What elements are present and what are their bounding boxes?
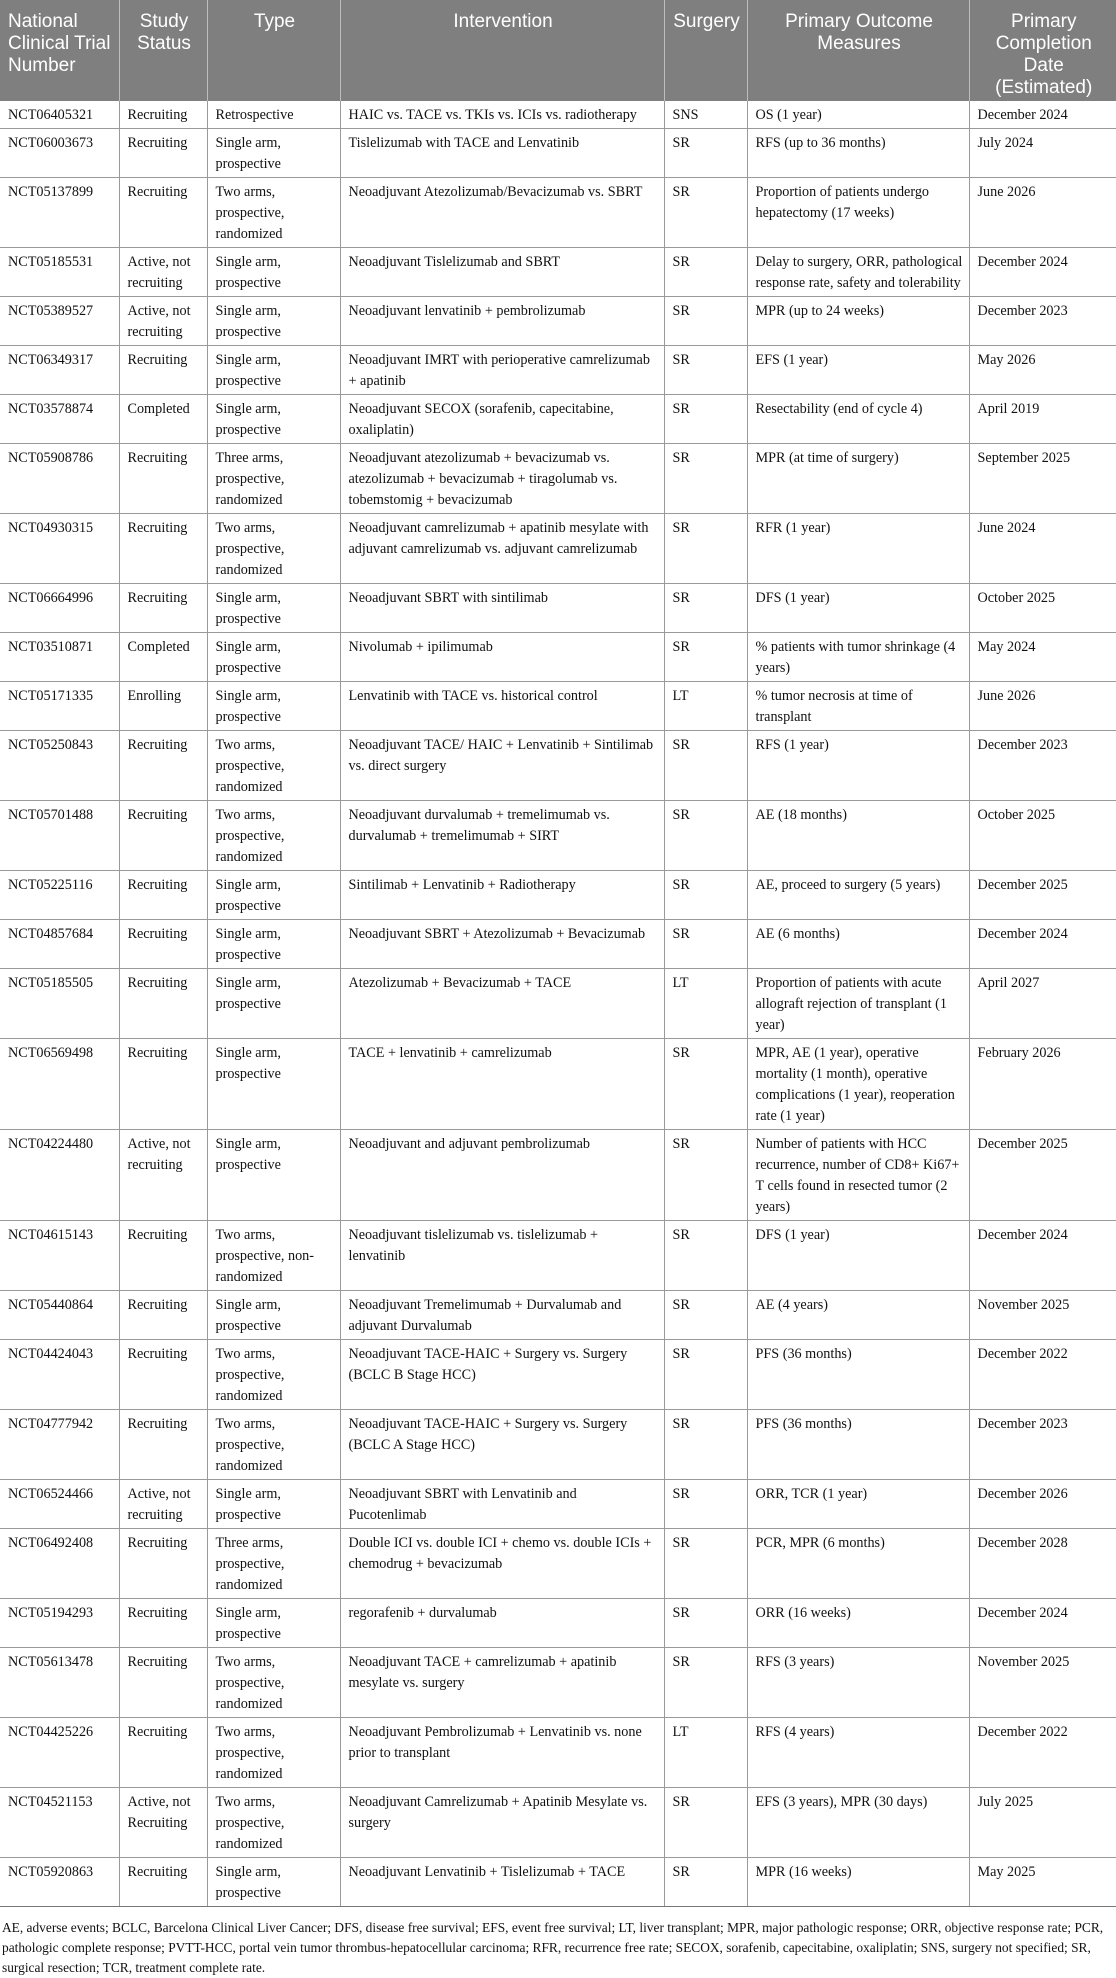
completion-date-cell: September 2025 bbox=[969, 444, 1116, 514]
primary-outcome-cell: AE (18 months) bbox=[747, 801, 969, 871]
type-cell: Single arm, prospective bbox=[207, 395, 340, 444]
completion-date-cell: October 2025 bbox=[969, 801, 1116, 871]
surgery-cell: SR bbox=[664, 1039, 747, 1130]
table-row bbox=[0, 1410, 1116, 1480]
surgery-cell: SR bbox=[664, 801, 747, 871]
intervention-cell: Neoadjuvant SBRT with sintilimab bbox=[340, 584, 664, 633]
nct-number-cell: NCT06003673 bbox=[0, 129, 119, 178]
study-status-cell: Active, not recruiting bbox=[119, 248, 207, 297]
surgery-cell: SR bbox=[664, 1410, 747, 1480]
table-row bbox=[0, 1599, 1116, 1648]
primary-outcome-cell: Resectability (end of cycle 4) bbox=[747, 395, 969, 444]
type-cell: Single arm, prospective bbox=[207, 1039, 340, 1130]
completion-date-cell: June 2026 bbox=[969, 682, 1116, 731]
primary-outcome-cell: % patients with tumor shrinkage (4 years) bbox=[747, 633, 969, 682]
completion-date-cell: May 2024 bbox=[969, 633, 1116, 682]
study-status-cell: Enrolling bbox=[119, 682, 207, 731]
study-status-cell: Recruiting bbox=[119, 969, 207, 1039]
primary-outcome-cell: MPR (at time of surgery) bbox=[747, 444, 969, 514]
nct-number-cell: NCT04424043 bbox=[0, 1340, 119, 1410]
surgery-cell: SR bbox=[664, 178, 747, 248]
nct-number-cell: NCT04224480 bbox=[0, 1130, 119, 1221]
primary-outcome-cell: PFS (36 months) bbox=[747, 1410, 969, 1480]
surgery-cell: SR bbox=[664, 1788, 747, 1858]
type-cell: Two arms, prospective, randomized bbox=[207, 1788, 340, 1858]
study-status-cell: Recruiting bbox=[119, 1718, 207, 1788]
nct-number-cell: NCT05194293 bbox=[0, 1599, 119, 1648]
header-type: Type bbox=[207, 0, 340, 101]
nct-number-cell: NCT05171335 bbox=[0, 682, 119, 731]
primary-outcome-cell: AE (4 years) bbox=[747, 1291, 969, 1340]
type-cell: Two arms, prospective, randomized bbox=[207, 731, 340, 801]
intervention-cell: Neoadjuvant camrelizumab + apatinib mesylate with adjuvant camrelizumab vs. adjuvant camrelizumab bbox=[340, 514, 664, 584]
nct-number-cell: NCT05185505 bbox=[0, 969, 119, 1039]
completion-date-cell: December 2024 bbox=[969, 1599, 1116, 1648]
surgery-cell: SR bbox=[664, 297, 747, 346]
table-row bbox=[0, 682, 1116, 731]
nct-number-cell: NCT05613478 bbox=[0, 1648, 119, 1718]
completion-date-cell: December 2022 bbox=[969, 1340, 1116, 1410]
intervention-cell: Double ICI vs. double ICI + chemo vs. double ICIs + chemodrug + bevacizumab bbox=[340, 1529, 664, 1599]
nct-number-cell: NCT04521153 bbox=[0, 1788, 119, 1858]
completion-date-cell: December 2028 bbox=[969, 1529, 1116, 1599]
type-cell: Single arm, prospective bbox=[207, 871, 340, 920]
nct-number-cell: NCT05137899 bbox=[0, 178, 119, 248]
completion-date-cell: December 2023 bbox=[969, 297, 1116, 346]
surgery-cell: SR bbox=[664, 871, 747, 920]
table-row bbox=[0, 297, 1116, 346]
table-row bbox=[0, 920, 1116, 969]
nct-number-cell: NCT05701488 bbox=[0, 801, 119, 871]
intervention-cell: Neoadjuvant atezolizumab + bevacizumab vs. atezolizumab + bevacizumab + tiragolumab vs. tobemstomig + bevacizumab bbox=[340, 444, 664, 514]
surgery-cell: SR bbox=[664, 248, 747, 297]
primary-outcome-cell: EFS (1 year) bbox=[747, 346, 969, 395]
type-cell: Three arms, prospective, randomized bbox=[207, 444, 340, 514]
study-status-cell: Completed bbox=[119, 395, 207, 444]
primary-outcome-cell: Number of patients with HCC recurrence, number of CD8+ Ki67+ T cells found in resected tumor (2 years) bbox=[747, 1130, 969, 1221]
surgery-cell: SR bbox=[664, 1130, 747, 1221]
intervention-cell: Neoadjuvant Lenvatinib + Tislelizumab + TACE bbox=[340, 1858, 664, 1907]
surgery-cell: SR bbox=[664, 731, 747, 801]
header-intervention: Intervention bbox=[340, 0, 664, 101]
intervention-cell: Neoadjuvant Pembrolizumab + Lenvatinib vs. none prior to transplant bbox=[340, 1718, 664, 1788]
type-cell: Single arm, prospective bbox=[207, 1130, 340, 1221]
intervention-cell: Neoadjuvant SBRT + Atezolizumab + Bevacizumab bbox=[340, 920, 664, 969]
completion-date-cell: December 2025 bbox=[969, 1130, 1116, 1221]
primary-outcome-cell: RFS (1 year) bbox=[747, 731, 969, 801]
study-status-cell: Recruiting bbox=[119, 346, 207, 395]
primary-outcome-cell: AE, proceed to surgery (5 years) bbox=[747, 871, 969, 920]
table-row bbox=[0, 514, 1116, 584]
header-row bbox=[0, 0, 1116, 101]
type-cell: Two arms, prospective, randomized bbox=[207, 1340, 340, 1410]
type-cell: Single arm, prospective bbox=[207, 633, 340, 682]
study-status-cell: Recruiting bbox=[119, 1648, 207, 1718]
table-row bbox=[0, 395, 1116, 444]
surgery-cell: SR bbox=[664, 633, 747, 682]
primary-outcome-cell: RFS (3 years) bbox=[747, 1648, 969, 1718]
surgery-cell: SR bbox=[664, 514, 747, 584]
table-row bbox=[0, 1529, 1116, 1599]
study-status-cell: Active, not Recruiting bbox=[119, 1788, 207, 1858]
primary-outcome-cell: ORR, TCR (1 year) bbox=[747, 1480, 969, 1529]
table-row bbox=[0, 1788, 1116, 1858]
completion-date-cell: December 2023 bbox=[969, 1410, 1116, 1480]
study-status-cell: Recruiting bbox=[119, 1858, 207, 1907]
intervention-cell: Neoadjuvant and adjuvant pembrolizumab bbox=[340, 1130, 664, 1221]
completion-date-cell: December 2024 bbox=[969, 920, 1116, 969]
type-cell: Single arm, prospective bbox=[207, 1480, 340, 1529]
primary-outcome-cell: RFR (1 year) bbox=[747, 514, 969, 584]
study-status-cell: Recruiting bbox=[119, 514, 207, 584]
study-status-cell: Recruiting bbox=[119, 1221, 207, 1291]
intervention-cell: TACE + lenvatinib + camrelizumab bbox=[340, 1039, 664, 1130]
table-header bbox=[0, 0, 1116, 101]
completion-date-cell: June 2024 bbox=[969, 514, 1116, 584]
completion-date-cell: February 2026 bbox=[969, 1039, 1116, 1130]
type-cell: Three arms, prospective, randomized bbox=[207, 1529, 340, 1599]
nct-number-cell: NCT06569498 bbox=[0, 1039, 119, 1130]
surgery-cell: SR bbox=[664, 1291, 747, 1340]
type-cell: Single arm, prospective bbox=[207, 969, 340, 1039]
type-cell: Single arm, prospective bbox=[207, 248, 340, 297]
type-cell: Single arm, prospective bbox=[207, 346, 340, 395]
nct-number-cell: NCT05250843 bbox=[0, 731, 119, 801]
table-row bbox=[0, 584, 1116, 633]
table-row bbox=[0, 1039, 1116, 1130]
study-status-cell: Recruiting bbox=[119, 731, 207, 801]
nct-number-cell: NCT05185531 bbox=[0, 248, 119, 297]
study-status-cell: Recruiting bbox=[119, 1529, 207, 1599]
intervention-cell: Neoadjuvant SECOX (sorafenib, capecitabine, oxaliplatin) bbox=[340, 395, 664, 444]
table-row bbox=[0, 1858, 1116, 1907]
intervention-cell: Neoadjuvant TACE-HAIC + Surgery vs. Surgery (BCLC B Stage HCC) bbox=[340, 1340, 664, 1410]
study-status-cell: Active, not recruiting bbox=[119, 1130, 207, 1221]
completion-date-cell: December 2024 bbox=[969, 1221, 1116, 1291]
nct-number-cell: NCT03578874 bbox=[0, 395, 119, 444]
study-status-cell: Recruiting bbox=[119, 871, 207, 920]
completion-date-cell: April 2027 bbox=[969, 969, 1116, 1039]
study-status-cell: Recruiting bbox=[119, 178, 207, 248]
study-status-cell: Recruiting bbox=[119, 1291, 207, 1340]
table-row bbox=[0, 1221, 1116, 1291]
primary-outcome-cell: ORR (16 weeks) bbox=[747, 1599, 969, 1648]
primary-outcome-cell: OS (1 year) bbox=[747, 101, 969, 129]
intervention-cell: Neoadjuvant Tremelimumab + Durvalumab and adjuvant Durvalumab bbox=[340, 1291, 664, 1340]
intervention-cell: Nivolumab + ipilimumab bbox=[340, 633, 664, 682]
intervention-cell: Tislelizumab with TACE and Lenvatinib bbox=[340, 129, 664, 178]
completion-date-cell: October 2025 bbox=[969, 584, 1116, 633]
study-status-cell: Recruiting bbox=[119, 444, 207, 514]
surgery-cell: SR bbox=[664, 1221, 747, 1291]
table-row bbox=[0, 1648, 1116, 1718]
type-cell: Two arms, prospective, randomized bbox=[207, 1648, 340, 1718]
type-cell: Single arm, prospective bbox=[207, 920, 340, 969]
surgery-cell: SR bbox=[664, 1599, 747, 1648]
type-cell: Retrospective bbox=[207, 101, 340, 129]
study-status-cell: Recruiting bbox=[119, 1410, 207, 1480]
surgery-cell: SR bbox=[664, 346, 747, 395]
intervention-cell: Neoadjuvant Atezolizumab/Bevacizumab vs. SBRT bbox=[340, 178, 664, 248]
study-status-cell: Recruiting bbox=[119, 1039, 207, 1130]
nct-number-cell: NCT04425226 bbox=[0, 1718, 119, 1788]
primary-outcome-cell: PCR, MPR (6 months) bbox=[747, 1529, 969, 1599]
primary-outcome-cell: AE (6 months) bbox=[747, 920, 969, 969]
table-row bbox=[0, 1480, 1116, 1529]
table-row bbox=[0, 969, 1116, 1039]
surgery-cell: SR bbox=[664, 584, 747, 633]
type-cell: Single arm, prospective bbox=[207, 584, 340, 633]
table-row bbox=[0, 1340, 1116, 1410]
type-cell: Two arms, prospective, randomized bbox=[207, 1410, 340, 1480]
nct-number-cell: NCT04777942 bbox=[0, 1410, 119, 1480]
study-status-cell: Recruiting bbox=[119, 101, 207, 129]
type-cell: Single arm, prospective bbox=[207, 1291, 340, 1340]
completion-date-cell: December 2024 bbox=[969, 248, 1116, 297]
completion-date-cell: June 2026 bbox=[969, 178, 1116, 248]
intervention-cell: HAIC vs. TACE vs. TKIs vs. ICIs vs. radiotherapy bbox=[340, 101, 664, 129]
primary-outcome-cell: DFS (1 year) bbox=[747, 584, 969, 633]
type-cell: Two arms, prospective, randomized bbox=[207, 178, 340, 248]
nct-number-cell: NCT05389527 bbox=[0, 297, 119, 346]
primary-outcome-cell: DFS (1 year) bbox=[747, 1221, 969, 1291]
intervention-cell: Sintilimab + Lenvatinib + Radiotherapy bbox=[340, 871, 664, 920]
table-row bbox=[0, 731, 1116, 801]
type-cell: Single arm, prospective bbox=[207, 1858, 340, 1907]
type-cell: Two arms, prospective, randomized bbox=[207, 1718, 340, 1788]
table-row bbox=[0, 1130, 1116, 1221]
study-status-cell: Recruiting bbox=[119, 129, 207, 178]
intervention-cell: regorafenib + durvalumab bbox=[340, 1599, 664, 1648]
nct-number-cell: NCT06492408 bbox=[0, 1529, 119, 1599]
intervention-cell: Neoadjuvant Tislelizumab and SBRT bbox=[340, 248, 664, 297]
surgery-cell: SNS bbox=[664, 101, 747, 129]
header-surgery: Surgery bbox=[664, 0, 747, 101]
header-study-status: Study Status bbox=[119, 0, 207, 101]
completion-date-cell: April 2019 bbox=[969, 395, 1116, 444]
type-cell: Single arm, prospective bbox=[207, 682, 340, 731]
completion-date-cell: November 2025 bbox=[969, 1648, 1116, 1718]
nct-number-cell: NCT05908786 bbox=[0, 444, 119, 514]
intervention-cell: Neoadjuvant durvalumab + tremelimumab vs. durvalumab + tremelimumab + SIRT bbox=[340, 801, 664, 871]
primary-outcome-cell: MPR (up to 24 weeks) bbox=[747, 297, 969, 346]
table-row bbox=[0, 129, 1116, 178]
table-row bbox=[0, 444, 1116, 514]
primary-outcome-cell: MPR (16 weeks) bbox=[747, 1858, 969, 1907]
type-cell: Two arms, prospective, non-randomized bbox=[207, 1221, 340, 1291]
completion-date-cell: December 2023 bbox=[969, 731, 1116, 801]
intervention-cell: Neoadjuvant TACE + camrelizumab + apatinib mesylate vs. surgery bbox=[340, 1648, 664, 1718]
primary-outcome-cell: Proportion of patients undergo hepatectomy (17 weeks) bbox=[747, 178, 969, 248]
primary-outcome-cell: EFS (3 years), MPR (30 days) bbox=[747, 1788, 969, 1858]
surgery-cell: SR bbox=[664, 395, 747, 444]
study-status-cell: Recruiting bbox=[119, 584, 207, 633]
surgery-cell: SR bbox=[664, 1648, 747, 1718]
type-cell: Two arms, prospective, randomized bbox=[207, 514, 340, 584]
completion-date-cell: July 2024 bbox=[969, 129, 1116, 178]
type-cell: Single arm, prospective bbox=[207, 129, 340, 178]
nct-number-cell: NCT05225116 bbox=[0, 871, 119, 920]
type-cell: Single arm, prospective bbox=[207, 297, 340, 346]
study-status-cell: Recruiting bbox=[119, 920, 207, 969]
intervention-cell: Neoadjuvant SBRT with Lenvatinib and Pucotenlimab bbox=[340, 1480, 664, 1529]
surgery-cell: SR bbox=[664, 129, 747, 178]
type-cell: Two arms, prospective, randomized bbox=[207, 801, 340, 871]
primary-outcome-cell: Proportion of patients with acute allograft rejection of transplant (1 year) bbox=[747, 969, 969, 1039]
table-row bbox=[0, 801, 1116, 871]
surgery-cell: SR bbox=[664, 920, 747, 969]
intervention-cell: Neoadjuvant lenvatinib + pembrolizumab bbox=[340, 297, 664, 346]
nct-number-cell: NCT03510871 bbox=[0, 633, 119, 682]
completion-date-cell: December 2022 bbox=[969, 1718, 1116, 1788]
completion-date-cell: May 2026 bbox=[969, 346, 1116, 395]
header-nct-number: National Clinical Trial Number bbox=[0, 0, 119, 101]
table-row bbox=[0, 1291, 1116, 1340]
nct-number-cell: NCT04615143 bbox=[0, 1221, 119, 1291]
completion-date-cell: July 2025 bbox=[969, 1788, 1116, 1858]
primary-outcome-cell: RFS (up to 36 months) bbox=[747, 129, 969, 178]
nct-number-cell: NCT05920863 bbox=[0, 1858, 119, 1907]
surgery-cell: SR bbox=[664, 1858, 747, 1907]
completion-date-cell: December 2025 bbox=[969, 871, 1116, 920]
surgery-cell: SR bbox=[664, 1480, 747, 1529]
study-status-cell: Recruiting bbox=[119, 801, 207, 871]
nct-number-cell: NCT06405321 bbox=[0, 101, 119, 129]
type-cell: Single arm, prospective bbox=[207, 1599, 340, 1648]
header-primary-outcome: Primary Outcome Measures bbox=[747, 0, 969, 101]
table-row bbox=[0, 248, 1116, 297]
nct-number-cell: NCT06349317 bbox=[0, 346, 119, 395]
primary-outcome-cell: Delay to surgery, ORR, pathological response rate, safety and tolerability bbox=[747, 248, 969, 297]
study-status-cell: Active, not recruiting bbox=[119, 1480, 207, 1529]
study-status-cell: Recruiting bbox=[119, 1340, 207, 1410]
table-row bbox=[0, 871, 1116, 920]
intervention-cell: Neoadjuvant IMRT with perioperative camrelizumab + apatinib bbox=[340, 346, 664, 395]
surgery-cell: LT bbox=[664, 682, 747, 731]
table-row bbox=[0, 101, 1116, 129]
intervention-cell: Neoadjuvant Camrelizumab + Apatinib Mesylate vs. surgery bbox=[340, 1788, 664, 1858]
nct-number-cell: NCT06664996 bbox=[0, 584, 119, 633]
primary-outcome-cell: % tumor necrosis at time of transplant bbox=[747, 682, 969, 731]
table-row bbox=[0, 633, 1116, 682]
completion-date-cell: December 2026 bbox=[969, 1480, 1116, 1529]
surgery-cell: SR bbox=[664, 1340, 747, 1410]
surgery-cell: LT bbox=[664, 1718, 747, 1788]
surgery-cell: LT bbox=[664, 969, 747, 1039]
study-status-cell: Recruiting bbox=[119, 1599, 207, 1648]
completion-date-cell: December 2024 bbox=[969, 101, 1116, 129]
table-footnote: AE, adverse events; BCLC, Barcelona Clinical Liver Cancer; DFS, disease free survival; EFS, event free survival; LT, liver transplant; MPR, major pathologic response; ORR, objective response rate; PCR, pathologic complete response; PVTT-HCC, portal vein tumor thrombus-hepatocellular carcinoma; RFR, recurrence free rate; SECOX, sorafenib, capecitabine, oxaliplatin; SNS, surgery not specified; SR, surgical resection; TCR, treatment complete rate. bbox=[2, 1920, 1104, 1975]
table-row bbox=[0, 1718, 1116, 1788]
header-completion-date: Primary Completion Date (Estimated) bbox=[969, 0, 1116, 101]
completion-date-cell: November 2025 bbox=[969, 1291, 1116, 1340]
primary-outcome-cell: RFS (4 years) bbox=[747, 1718, 969, 1788]
table-row bbox=[0, 178, 1116, 248]
surgery-cell: SR bbox=[664, 444, 747, 514]
primary-outcome-cell: MPR, AE (1 year), operative mortality (1 month), operative complications (1 year), reoperation rate (1 year) bbox=[747, 1039, 969, 1130]
intervention-cell: Neoadjuvant TACE-HAIC + Surgery vs. Surgery (BCLC A Stage HCC) bbox=[340, 1410, 664, 1480]
intervention-cell: Lenvatinib with TACE vs. historical control bbox=[340, 682, 664, 731]
primary-outcome-cell: PFS (36 months) bbox=[747, 1340, 969, 1410]
study-status-cell: Active, not recruiting bbox=[119, 297, 207, 346]
table-body bbox=[0, 101, 1116, 1907]
nct-number-cell: NCT04930315 bbox=[0, 514, 119, 584]
table-row bbox=[0, 346, 1116, 395]
completion-date-cell: May 2025 bbox=[969, 1858, 1116, 1907]
intervention-cell: Neoadjuvant tislelizumab vs. tislelizumab + lenvatinib bbox=[340, 1221, 664, 1291]
study-status-cell: Completed bbox=[119, 633, 207, 682]
intervention-cell: Atezolizumab + Bevacizumab + TACE bbox=[340, 969, 664, 1039]
nct-number-cell: NCT04857684 bbox=[0, 920, 119, 969]
nct-number-cell: NCT06524466 bbox=[0, 1480, 119, 1529]
surgery-cell: SR bbox=[664, 1529, 747, 1599]
nct-number-cell: NCT05440864 bbox=[0, 1291, 119, 1340]
intervention-cell: Neoadjuvant TACE/ HAIC + Lenvatinib + Sintilimab vs. direct surgery bbox=[340, 731, 664, 801]
